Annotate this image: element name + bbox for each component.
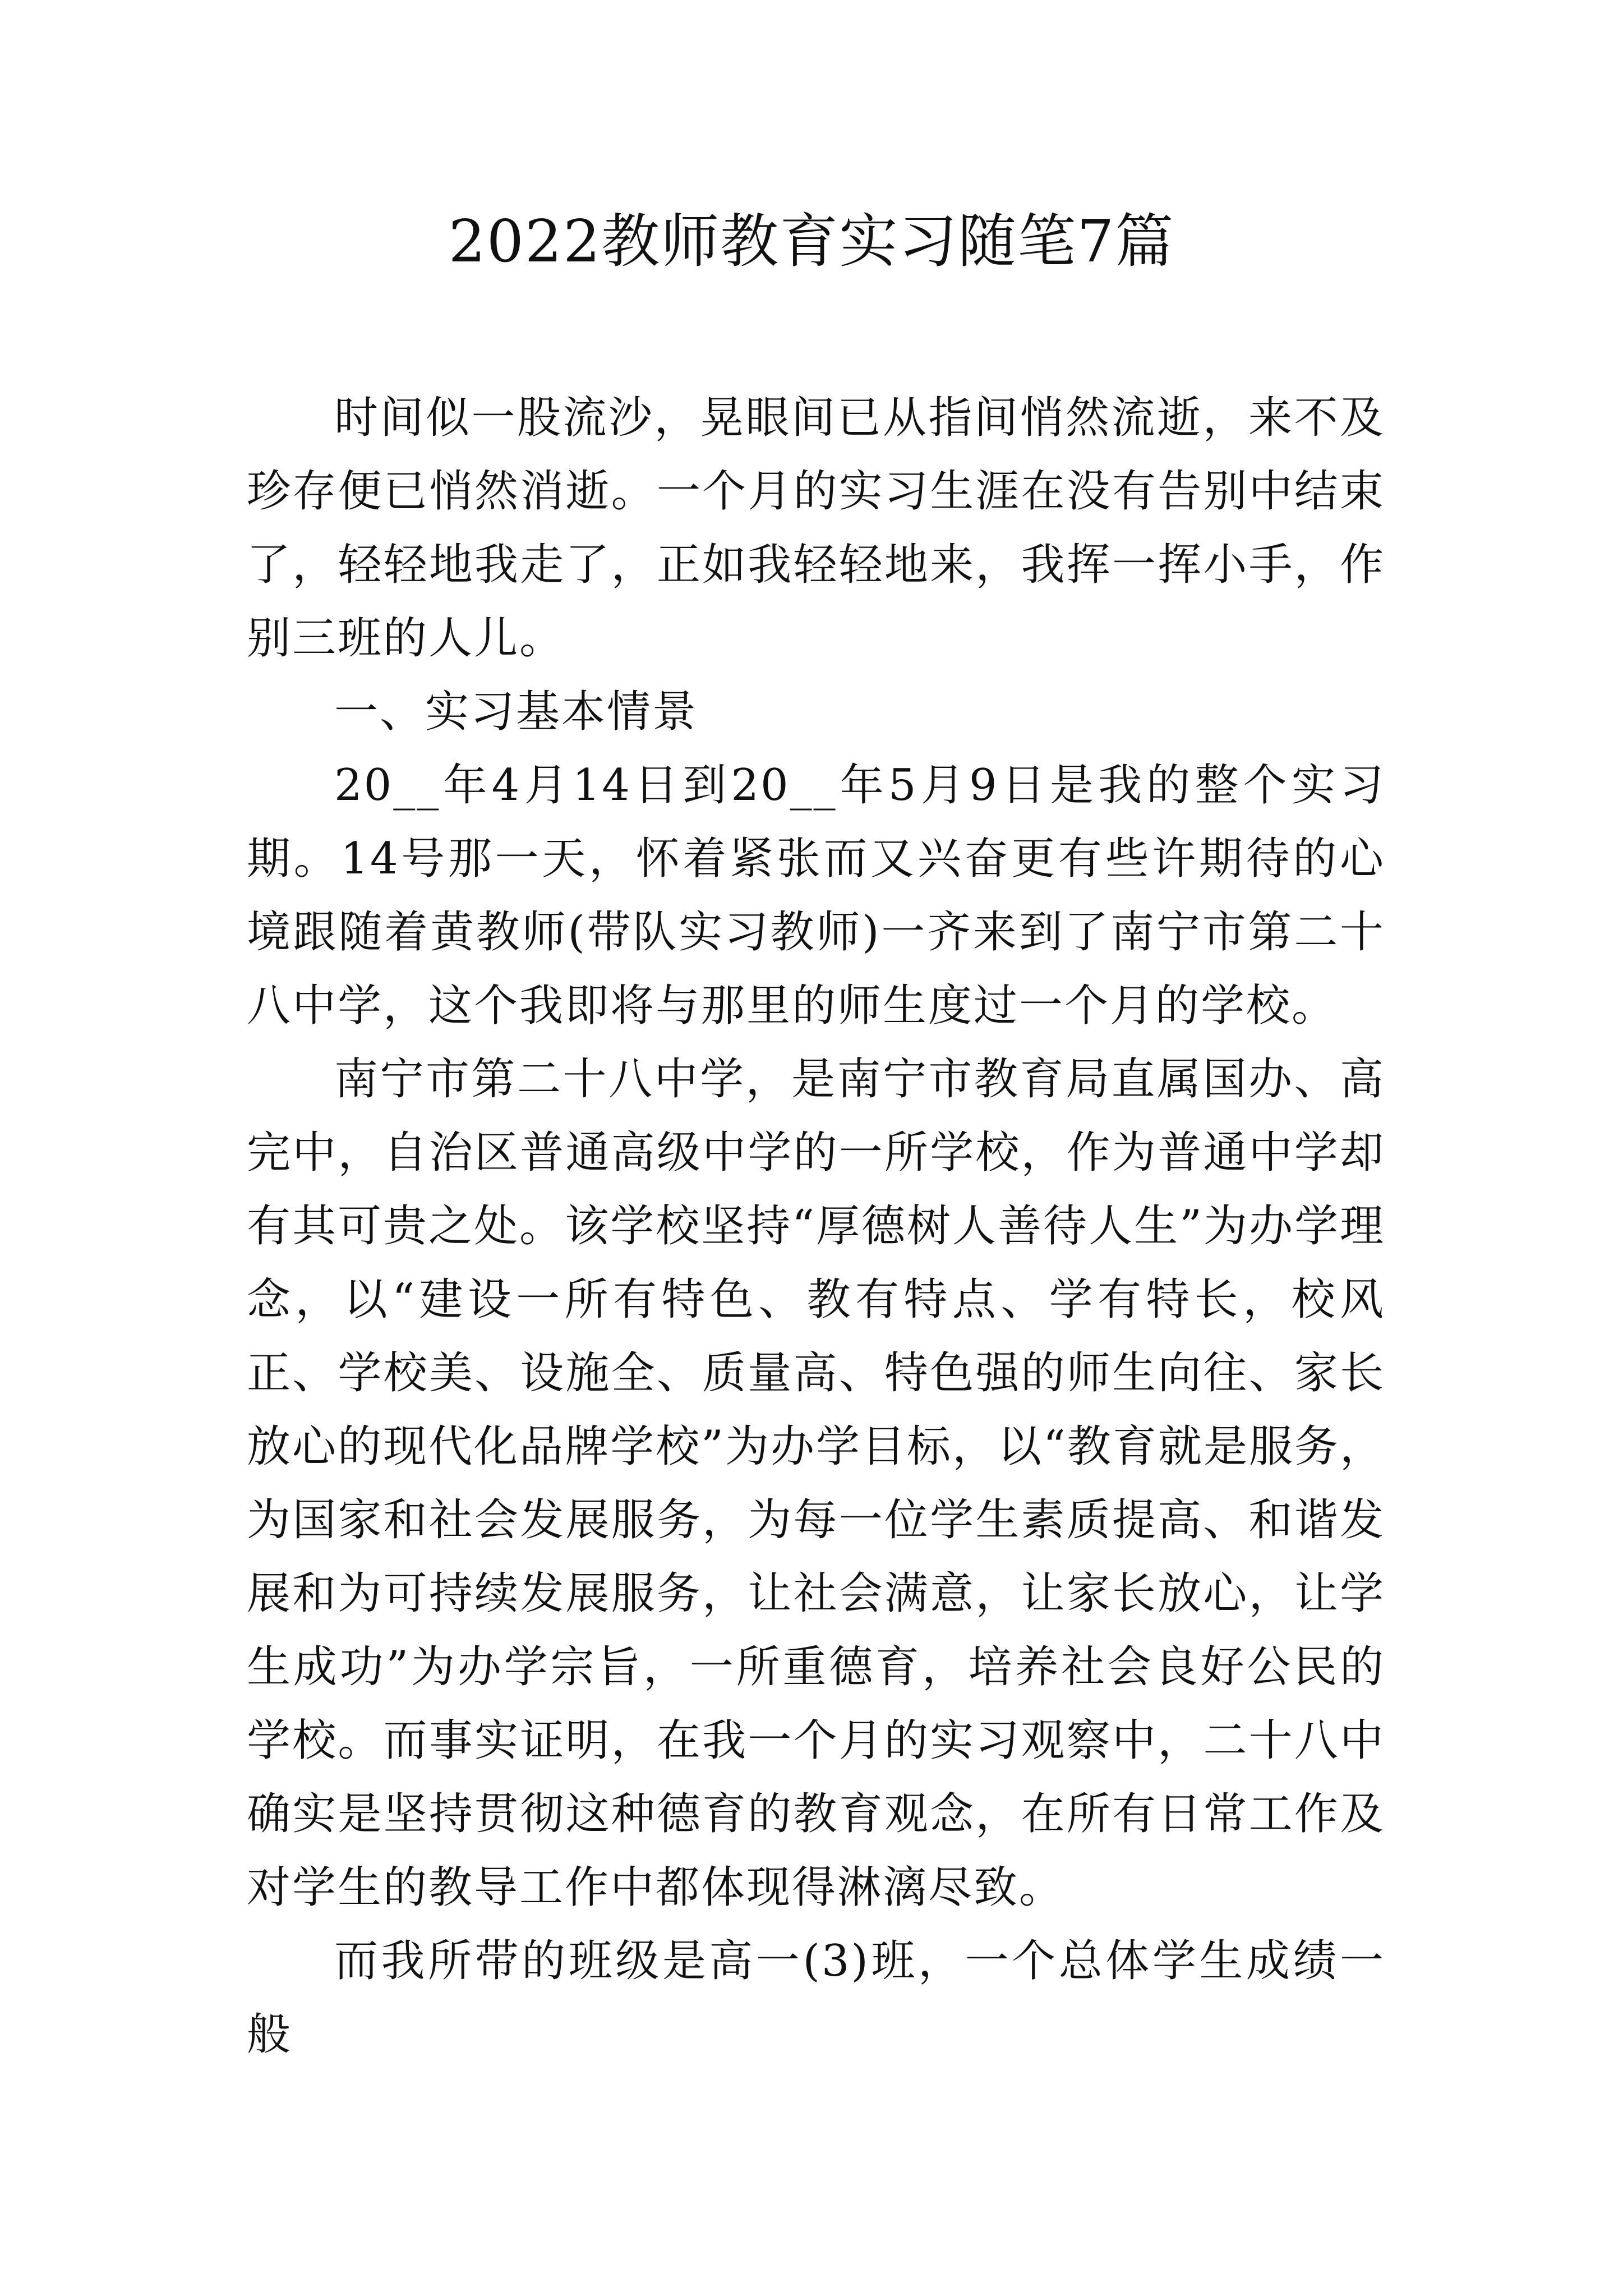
document-title: 2022教师教育实习随笔7篇: [448, 207, 1175, 275]
paragraph-class-description: 而我所带的班级是高一(3)班，一个总体学生成绩一般: [247, 1936, 1385, 2060]
paragraph-internship-period: 20__年4月14日到20__年5月9日是我的整个实习期。14号那一天，怀着紧张而又兴奋更有些许期待的心境跟随着黄教师(带队实习教师)一齐来到了南宁市第二十八中学，这个我即将与那里的师生度过一个月的学校。: [247, 760, 1385, 1031]
document-body: [247, 381, 1385, 2072]
paragraph-school-description: 南宁市第二十八中学，是南宁市教育局直属国办、高完中，自治区普通高级中学的一所学校，作为普通中学却有其可贵之处。该学校坚持“厚德树人善待人生”为办学理念，以“建设一所有特色、教有特点、学有特长，校风正、学校美、设施全、质量高、特色强的师生向往、家长放心的现代化品牌学校”为办学目标，以“教育就是服务，为国家和社会发展服务，为每一位学生素质提高、和谐发展和为可持续发展服务，让社会满意，让家长放心，让学生成功”为办学宗旨，一所重德育，培养社会良好公民的学校。而事实证明，在我一个月的实习观察中，二十八中确实是坚持贯彻这种德育的教育观念，在所有日常工作及对学生的教导工作中都体现得淋漓尽致。: [247, 1054, 1385, 1913]
paragraph-intro: 时间似一股流沙，晃眼间已从指间悄然流逝，来不及珍存便已悄然消逝。一个月的实习生涯在没有告别中结束了，轻轻地我走了，正如我轻轻地来，我挥一挥小手，作别三班的人儿。: [247, 393, 1385, 664]
section-heading-basic-situation: 一、实习基本情景: [334, 687, 698, 737]
